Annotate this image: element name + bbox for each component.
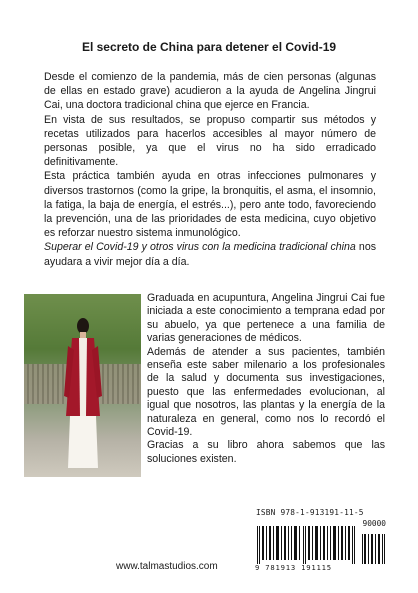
- barcode-bars: [255, 518, 359, 564]
- publisher-website[interactable]: www.talmastudios.com: [116, 561, 218, 572]
- barcode-number: 9 781913 191115: [255, 563, 332, 572]
- author-figure: [62, 316, 104, 472]
- intro-paragraph-3: Esta práctica también ayuda en otras infecciones pulmonares y diversos trastornos (como la gripe, la bronquitis, el asma, el insomnio, la fatiga, la baja de energía, el estrés...), pero ante todo, favoreciendo la prevención, una de las prioridades de esta medicina, cuyo objetivo es reforzar nuestro sistema inmunológico.: [44, 170, 376, 240]
- price-barcode-bars: [361, 528, 386, 564]
- intro-paragraph-4: [44, 240, 376, 268]
- book-title-italic: Superar el Covid-19 y otros virus con la medicina tradicional china: [44, 241, 356, 254]
- isbn-label: ISBN 978-1-913191-11-5: [256, 508, 364, 517]
- author-bio: [147, 292, 385, 466]
- price-code: 90000: [362, 519, 386, 528]
- isbn-barcode: [255, 508, 386, 570]
- author-photo: [24, 294, 141, 477]
- back-cover-title: El secreto de China para detener el Covid-19: [81, 40, 337, 54]
- intro-text: [44, 70, 376, 269]
- bio-paragraph-3: Gracias a su libro ahora sabemos que las soluciones existen.: [147, 439, 385, 465]
- bio-paragraph-1: Graduada en acupuntura, Angelina Jingrui Cai fue iniciada a este conocimiento a temprana edad por su abuelo, ya que pertenece a una familia de varias generaciones de médicos.: [147, 292, 385, 345]
- intro-paragraph-2: En vista de sus resultados, se propuso compartir sus métodos y recetas utilizados para hacerlos accesibles al mayor número de personas posible, ya que el virus no ha sido erradicado definitivamente.: [44, 113, 376, 169]
- bio-paragraph-2: Además de atender a sus pacientes, también enseña este saber milenario a los profesionales de la salud y documenta sus investigaciones, puesto que las enfermedades evolucionan, al igual que nosotros, las plantas y la energía de la naturaleza en general, como nos lo recordó el Covid-19.: [147, 345, 385, 439]
- intro-paragraph-4-rest: nos ayudara a vivir mejor día a día.: [44, 241, 377, 268]
- intro-paragraph-1: Desde el comienzo de la pandemia, más de cien personas (algunas de ellas en estado grave) acudieron a la ayuda de Angelina Jingrui Cai, una doctora tradicional china que ejerce en Francia.: [44, 71, 376, 112]
